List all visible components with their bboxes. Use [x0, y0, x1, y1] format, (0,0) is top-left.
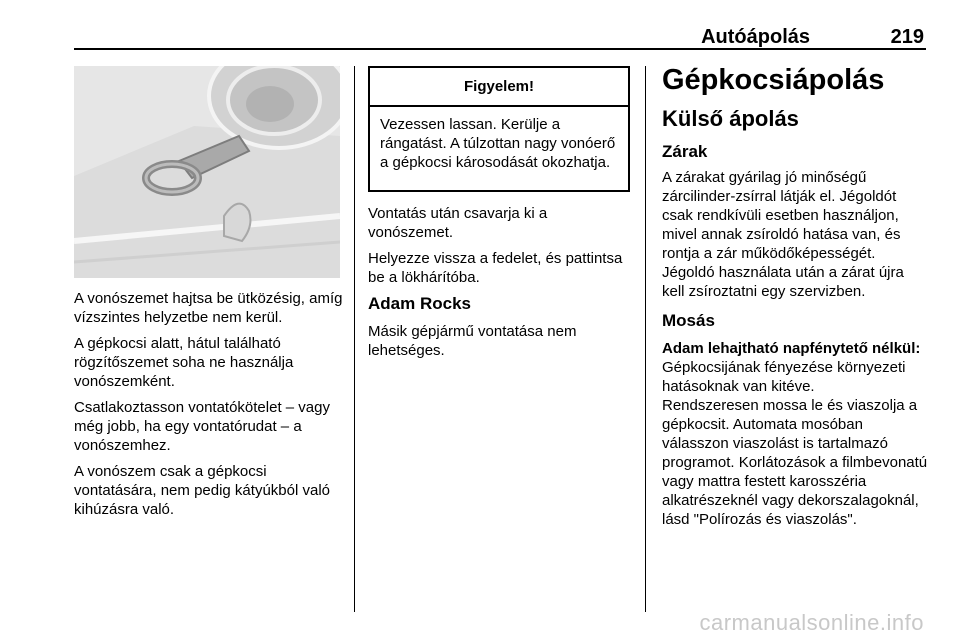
wash-subheading: Adam lehajtható napfénytető nélkül: [662, 340, 921, 357]
warning-box [368, 66, 630, 192]
wash-paragraph: Rendszeresen mossa le és viaszolja a gépkocsit. Automata mosóban válasszon viaszolást is tartalmazó programot. Korlátozások a filmbevonatú vagy mattra festett karosszéria alkatrészeknél vagy dekorszalagoknál, lásd "Polírozás és viaszolás". [662, 397, 928, 528]
wash-heading: Mosás [662, 311, 715, 330]
header-rule [74, 48, 926, 50]
warning-title: Figyelem! [370, 68, 628, 107]
right-column [662, 64, 928, 529]
middle-column [368, 204, 630, 367]
towing-eye-drawing [74, 66, 340, 278]
paragraph: A gépkocsi alatt, hátul található rögzítőszemet soha ne használja vonószemként. [74, 335, 294, 390]
warning-text: Vezessen lassan. Kerülje a rángatást. A túlzottan nagy vonóerő a gépkocsi károsodását okozhatja. [380, 116, 616, 171]
locks-heading: Zárak [662, 142, 708, 161]
column-divider-left [354, 66, 355, 612]
paragraph: A vonószemet hajtsa be ütközésig, amíg vízszintes helyzetbe nem kerül. [74, 290, 343, 326]
running-header-title: Autóápolás [701, 26, 810, 48]
page-number: 219 [890, 26, 924, 48]
paragraph: Vontatás után csavarja ki a vonószemet. [368, 205, 548, 241]
column-divider-right [645, 66, 646, 612]
watermark: carmanualsonline.info [699, 610, 924, 635]
wash-paragraph: Gépkocsijának fényezése környezeti hatásoknak van kitéve. [662, 359, 906, 395]
section-title: Külső ápolás [662, 106, 799, 131]
paragraph: A vonószem csak a gépkocsi vontatására, nem pedig kátyúkból való kihúzásra való. [74, 463, 330, 518]
towing-eye-illustration [74, 66, 340, 278]
locks-paragraph: A zárakat gyárilag jó minőségű zárcilinder-zsírral látják el. Jégoldót csak rendkívüli esetben használjon, mivel annak zsíroldó hatása van, és rontja a zár működőképességét. Jégoldó használata után a zárat újra kell zsíroztatni egy szervizben. [662, 169, 904, 300]
paragraph: Helyezze vissza a fedelet, és pattintsa be a lökhárítóba. [368, 250, 623, 286]
left-column [74, 289, 346, 526]
chapter-title: Gépkocsiápolás [662, 64, 885, 96]
paragraph: Csatlakoztasson vontatókötelet – vagy még jobb, ha egy vontatórudat – a vonószemhez. [74, 399, 330, 454]
paragraph: Másik gépjármű vontatása nem lehetséges. [368, 323, 577, 359]
section-heading-adam-rocks: Adam Rocks [368, 294, 471, 313]
